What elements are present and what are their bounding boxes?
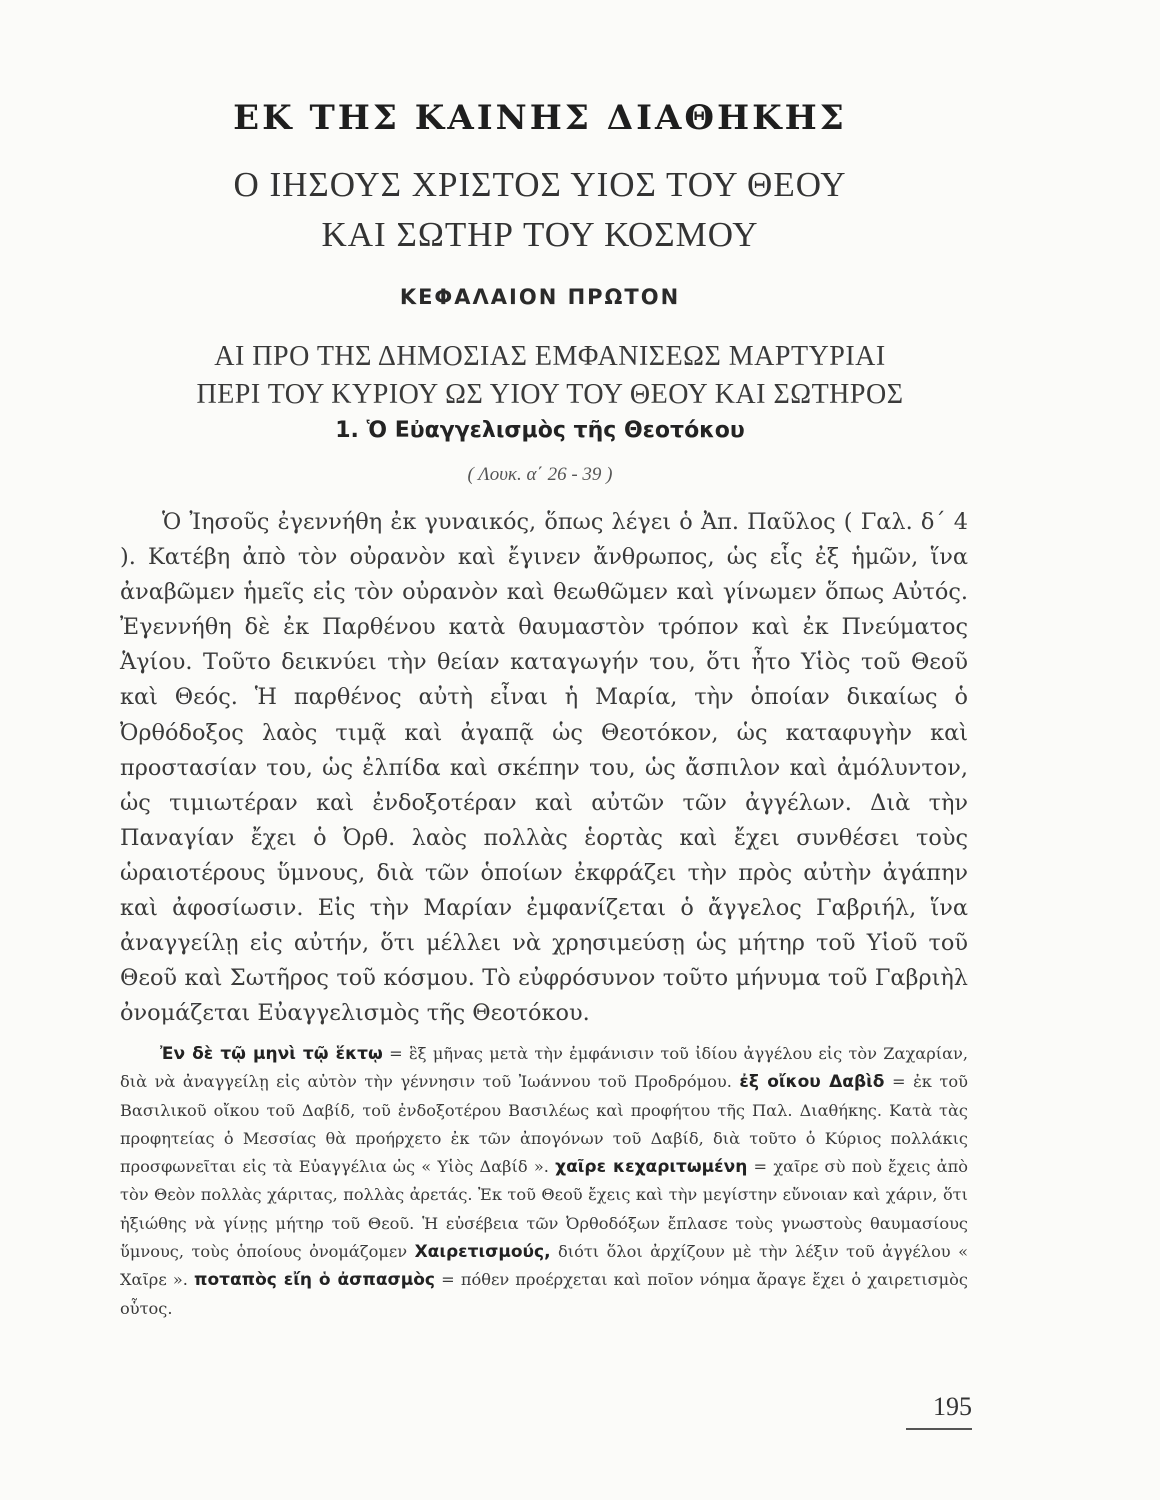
note-text: = πόθεν προέρχεται καὶ ποῖον νόημα ἄραγε ἔχει ὁ χαιρετισμὸς οὗτος.: [120, 1270, 968, 1318]
lesson-title-line-1: Ο ΙΗΣΟΥΣ ΧΡΙΣΤΟΣ ΥΙΟΣ ΤΟΥ ΘΕΟΥ: [233, 165, 847, 204]
notes-paragraph: [120, 1040, 968, 1323]
main-text: [120, 505, 968, 1031]
note-text: = ἐκ τοῦ Βασιλικοῦ οἴκου τοῦ Δαβίδ, τοῦ ἐνδοξοτέρου Βασιλέως καὶ προφήτου τῆς Παλ. Διαθήκης. Κατὰ τὰς προφητείας ὁ Μεσσίας θὰ προήρχετο ἐκ τῶν ἀπογόνων τοῦ Δαβίδ, διὰ τοῦτο ὁ Κύριος πολλάκις προσφωνεῖται εἰς τὰ Εὐαγγέλια ὡς « Υἱὸς Δαβίδ ».: [120, 1072, 968, 1177]
page-number-underline: [906, 1428, 972, 1430]
scripture-reference: ( Λουκ. α΄ 26 - 39 ): [467, 464, 613, 485]
note-text: διότι ὅλοι ἀρχίζουν μὲ τὴν λέξιν τοῦ ἀγγέλου « Χαῖρε ».: [120, 1242, 969, 1290]
note-term: Ἐν δὲ τῷ μηνὶ τῷ ἕκτῳ: [160, 1044, 383, 1064]
note-term: ποταπὸς εἴη ὁ ἀσπασμὸς: [194, 1270, 435, 1291]
chapter-heading-line-1: ΑΙ ΠΡΟ ΤΗΣ ΔΗΜΟΣΙΑΣ ΕΜΦΑΝΙΣΕΩΣ ΜΑΡΤΥΡΙΑΙ: [214, 341, 886, 372]
chapter-heading-line-2: ΠΕΡΙ ΤΟΥ ΚΥΡΙΟΥ ΩΣ ΥΙΟΥ ΤΟΥ ΘΕΟΥ ΚΑΙ ΣΩΤΗΡΟΣ: [196, 379, 904, 410]
note-term: χαῖρε κεχαριτωμένη: [555, 1157, 748, 1178]
note-text: = χαῖρε σὺ ποὺ ἔχεις ἀπὸ τὸν Θεὸν πολλὰς χάριτας, πολλὰς ἀρετάς. Ἐκ τοῦ Θεοῦ ἔχεις καὶ τὴν μεγίστην εὔνοιαν καὶ χάριν, ὅτι ἠξιώθης νὰ γίνῃς μήτηρ τοῦ Θεοῦ. Ἡ εὐσέβεια τῶν Ὀρθοδόξων ἔπλασε τοὺς γνωστοὺς θαυμασίους ὕμνους, τοὺς ὁποίους ὀνομάζομεν: [120, 1157, 969, 1262]
lesson-title: [0, 160, 1080, 260]
note-term: Χαιρετισμούς,: [414, 1242, 551, 1263]
lesson-title-line-2: ΚΑΙ ΣΩΤΗΡ ΤΟΥ ΚΟΣΜΟΥ: [321, 215, 759, 254]
explanatory-notes: [120, 1040, 968, 1323]
section-title: 1. Ὁ Εὐαγγελισμὸς τῆς Θεοτόκου: [335, 418, 745, 443]
page-number: 195: [933, 1392, 972, 1421]
note-text: = ἓξ μῆνας μετὰ τὴν ἐμφάνισιν τοῦ ἰδίου ἀγγέλου εἰς τὸν Ζαχαρίαν, διὰ νὰ ἀναγγείλῃ εἰς αὐτὸν τὴν γέννησιν τοῦ Ἰωάννου τοῦ Προδρόμου.: [120, 1044, 969, 1092]
chapter-label: ΚΕΦΑΛΑΙΟΝ ΠΡΩΤΟΝ: [399, 285, 681, 309]
body-paragraph: Ὁ Ἰησοῦς ἐγεννήθη ἐκ γυναικός, ὅπως λέγει ὁ Ἀπ. Παῦλος ( Γαλ. δ΄ 4 ). Κατέβη ἀπὸ τὸν οὐρανὸν καὶ ἔγινεν ἄνθρωπος, ὡς εἷς ἐξ ἡμῶν, ἵνα ἀναβῶμεν ἡμεῖς εἰς τὸν οὐρανὸν καὶ θεωθῶμεν καὶ γίνωμεν ὅπως Αὐτός. Ἐγεννήθη δὲ ἐκ Παρθένου κατὰ θαυμαστὸν τρόπον καὶ ἐκ Πνεύματος Ἁγίου. Τοῦτο δεικνύει τὴν θείαν καταγωγήν του, ὅτι ἦτο Υἱὸς τοῦ Θεοῦ καὶ Θεός. Ἡ παρθένος αὐτὴ εἶναι ἡ Μαρία, τὴν ὁποίαν δικαίως ὁ Ὀρθόδοξος λαὸς τιμᾷ καὶ ἀγαπᾷ ὡς Θεοτόκον, ὡς καταφυγὴν καὶ προστασίαν του, ὡς ἐλπίδα καὶ σκέπην του, ὡς ἄσπιλον καὶ ἀμόλυντον, ὡς τιμιωτέραν καὶ ἐνδοξοτέραν καὶ αὐτῶν τῶν ἀγγέλων. Διὰ τὴν Παναγίαν ἔχει ὁ Ὀρθ. λαὸς πολλὰς ἑορτὰς καὶ ἔχει συνθέσει τοὺς ὡραιοτέρους ὕμνους, διὰ τῶν ὁποίων ἐκφράζει τὴν πρὸς αὐτὴν ἀγάπην καὶ ἀφοσίωσιν. Εἰς τὴν Μαρίαν ἐμφανίζεται ὁ ἄγγελος Γαβριήλ, ἵνα ἀναγγείλῃ εἰς αὐτήν, ὅτι μέλλει νὰ χρησιμεύσῃ ὡς μήτηρ τοῦ Υἱοῦ τοῦ Θεοῦ καὶ Σωτῆρος τοῦ κόσμου. Τὸ εὐφρόσυνον τοῦτο μήνυμα τοῦ Γαβριὴλ ὀνομάζεται Εὐαγγελισμὸς τῆς Θεοτόκου.: [120, 509, 968, 1027]
chapter-heading: [0, 338, 1100, 414]
book-section-title: ΕΚ ΤΗΣ ΚΑΙΝΗΣ ΔΙΑΘΗΚΗΣ: [233, 98, 847, 138]
note-term: ἐξ οἴκου Δαβὶδ: [739, 1072, 885, 1093]
